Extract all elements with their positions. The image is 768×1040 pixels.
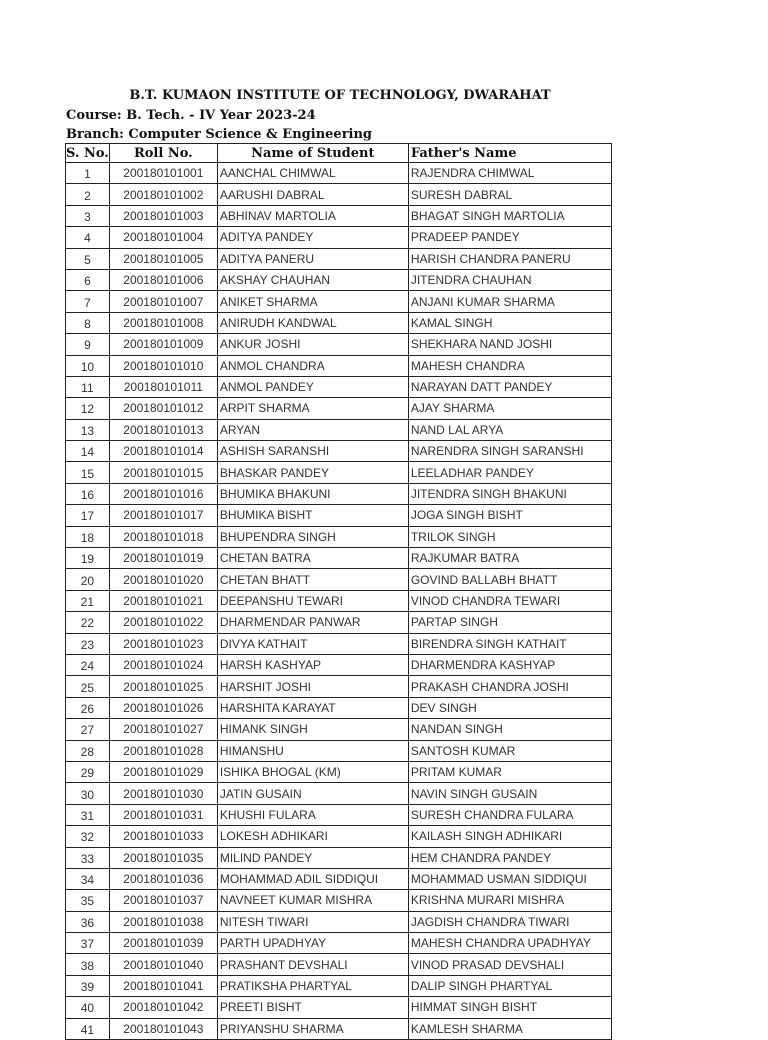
cell-father-name: SHEKHARA NAND JOSHI bbox=[408, 334, 611, 355]
cell-sno: 5 bbox=[66, 248, 110, 269]
cell-sno: 26 bbox=[66, 697, 110, 718]
cell-roll-no: 200180101035 bbox=[109, 847, 217, 868]
table-row bbox=[66, 1018, 612, 1039]
table-row bbox=[66, 248, 612, 269]
cell-roll-no: 200180101017 bbox=[109, 505, 217, 526]
col-header-father-name: Father's Name bbox=[408, 144, 611, 163]
cell-roll-no: 200180101036 bbox=[109, 868, 217, 889]
cell-student-name: CHETAN BHATT bbox=[217, 569, 408, 590]
cell-father-name: SANTOSH KUMAR bbox=[408, 740, 611, 761]
cell-student-name: ANIKET SHARMA bbox=[217, 291, 408, 312]
cell-sno: 4 bbox=[66, 227, 110, 248]
cell-student-name: NITESH TIWARI bbox=[217, 911, 408, 932]
cell-roll-no: 200180101022 bbox=[109, 612, 217, 633]
cell-roll-no: 200180101011 bbox=[109, 376, 217, 397]
cell-sno: 16 bbox=[66, 483, 110, 504]
cell-student-name: LOKESH ADHIKARI bbox=[217, 826, 408, 847]
cell-father-name: SURESH CHANDRA FULARA bbox=[408, 804, 611, 825]
cell-father-name: JITENDRA CHAUHAN bbox=[408, 269, 611, 290]
cell-student-name: PRATIKSHA PHARTYAL bbox=[217, 975, 408, 996]
cell-student-name: BHUPENDRA SINGH bbox=[217, 526, 408, 547]
cell-student-name: PREETI BISHT bbox=[217, 997, 408, 1018]
cell-father-name: VINOD PRASAD DEVSHALI bbox=[408, 954, 611, 975]
cell-sno: 34 bbox=[66, 868, 110, 889]
cell-sno: 23 bbox=[66, 633, 110, 654]
cell-sno: 37 bbox=[66, 933, 110, 954]
cell-student-name: PRASHANT DEVSHALI bbox=[217, 954, 408, 975]
cell-student-name: DHARMENDAR PANWAR bbox=[217, 612, 408, 633]
cell-student-name: AKSHAY CHAUHAN bbox=[217, 269, 408, 290]
cell-father-name: GOVIND BALLABH BHATT bbox=[408, 569, 611, 590]
cell-father-name: MAHESH CHANDRA UPADHYAY bbox=[408, 933, 611, 954]
cell-father-name: KAMAL SINGH bbox=[408, 312, 611, 333]
cell-student-name: ARYAN bbox=[217, 419, 408, 440]
cell-father-name: AJAY SHARMA bbox=[408, 398, 611, 419]
cell-student-name: KHUSHI FULARA bbox=[217, 804, 408, 825]
cell-sno: 1 bbox=[66, 163, 110, 184]
table-row bbox=[66, 163, 612, 184]
cell-roll-no: 200180101020 bbox=[109, 569, 217, 590]
cell-father-name: HIMMAT SINGH BISHT bbox=[408, 997, 611, 1018]
cell-father-name: ANJANI KUMAR SHARMA bbox=[408, 291, 611, 312]
cell-roll-no: 200180101008 bbox=[109, 312, 217, 333]
cell-sno: 18 bbox=[66, 526, 110, 547]
branch-line: Branch: Computer Science & Engineering bbox=[66, 127, 373, 142]
cell-sno: 9 bbox=[66, 334, 110, 355]
cell-father-name: KAILASH SINGH ADHIKARI bbox=[408, 826, 611, 847]
table-row bbox=[66, 376, 612, 397]
table-row bbox=[66, 355, 612, 376]
table-row bbox=[66, 654, 612, 675]
cell-roll-no: 200180101039 bbox=[109, 933, 217, 954]
cell-roll-no: 200180101040 bbox=[109, 954, 217, 975]
cell-father-name: NANDAN SINGH bbox=[408, 719, 611, 740]
table-row bbox=[66, 526, 612, 547]
cell-father-name: VINOD CHANDRA TEWARI bbox=[408, 590, 611, 611]
cell-roll-no: 200180101043 bbox=[109, 1018, 217, 1039]
cell-roll-no: 200180101003 bbox=[109, 205, 217, 226]
cell-sno: 27 bbox=[66, 719, 110, 740]
cell-roll-no: 200180101010 bbox=[109, 355, 217, 376]
cell-roll-no: 200180101029 bbox=[109, 761, 217, 782]
cell-father-name: RAJKUMAR BATRA bbox=[408, 548, 611, 569]
cell-roll-no: 200180101001 bbox=[109, 163, 217, 184]
student-list-table bbox=[65, 143, 612, 1040]
cell-father-name: RAJENDRA CHIMWAL bbox=[408, 163, 611, 184]
institute-title: B.T. KUMAON INSTITUTE OF TECHNOLOGY, DWARAHAT bbox=[129, 88, 551, 103]
cell-roll-no: 200180101016 bbox=[109, 483, 217, 504]
cell-student-name: HIMANK SINGH bbox=[217, 719, 408, 740]
table-row bbox=[66, 462, 612, 483]
cell-roll-no: 200180101041 bbox=[109, 975, 217, 996]
cell-father-name: NAND LAL ARYA bbox=[408, 419, 611, 440]
table-row bbox=[66, 590, 612, 611]
table-row bbox=[66, 334, 612, 355]
cell-sno: 30 bbox=[66, 783, 110, 804]
table-row bbox=[66, 740, 612, 761]
table-row bbox=[66, 697, 612, 718]
cell-roll-no: 200180101026 bbox=[109, 697, 217, 718]
cell-father-name: PARTAP SINGH bbox=[408, 612, 611, 633]
cell-father-name: PRAKASH CHANDRA JOSHI bbox=[408, 676, 611, 697]
cell-roll-no: 200180101027 bbox=[109, 719, 217, 740]
cell-sno: 7 bbox=[66, 291, 110, 312]
cell-sno: 40 bbox=[66, 997, 110, 1018]
cell-roll-no: 200180101025 bbox=[109, 676, 217, 697]
cell-sno: 17 bbox=[66, 505, 110, 526]
cell-roll-no: 200180101013 bbox=[109, 419, 217, 440]
cell-sno: 25 bbox=[66, 676, 110, 697]
cell-father-name: BHAGAT SINGH MARTOLIA bbox=[408, 205, 611, 226]
document-header bbox=[66, 86, 606, 144]
table-row bbox=[66, 761, 612, 782]
cell-sno: 24 bbox=[66, 654, 110, 675]
cell-student-name: ADITYA PANERU bbox=[217, 248, 408, 269]
cell-sno: 15 bbox=[66, 462, 110, 483]
cell-student-name: JATIN GUSAIN bbox=[217, 783, 408, 804]
cell-student-name: NAVNEET KUMAR MISHRA bbox=[217, 890, 408, 911]
cell-father-name: NARAYAN DATT PANDEY bbox=[408, 376, 611, 397]
table-row bbox=[66, 975, 612, 996]
cell-father-name: NARENDRA SINGH SARANSHI bbox=[408, 441, 611, 462]
cell-father-name: TRILOK SINGH bbox=[408, 526, 611, 547]
table-row bbox=[66, 505, 612, 526]
cell-roll-no: 200180101015 bbox=[109, 462, 217, 483]
cell-father-name: SURESH DABRAL bbox=[408, 184, 611, 205]
cell-student-name: ASHISH SARANSHI bbox=[217, 441, 408, 462]
table-row bbox=[66, 312, 612, 333]
cell-roll-no: 200180101014 bbox=[109, 441, 217, 462]
cell-sno: 12 bbox=[66, 398, 110, 419]
cell-sno: 22 bbox=[66, 612, 110, 633]
cell-father-name: PRITAM KUMAR bbox=[408, 761, 611, 782]
cell-sno: 11 bbox=[66, 376, 110, 397]
cell-roll-no: 200180101038 bbox=[109, 911, 217, 932]
cell-sno: 13 bbox=[66, 419, 110, 440]
cell-student-name: BHUMIKA BHAKUNI bbox=[217, 483, 408, 504]
table-row bbox=[66, 548, 612, 569]
cell-roll-no: 200180101004 bbox=[109, 227, 217, 248]
table-row bbox=[66, 269, 612, 290]
table-row bbox=[66, 826, 612, 847]
table-row bbox=[66, 398, 612, 419]
table-row bbox=[66, 633, 612, 654]
table-row bbox=[66, 847, 612, 868]
cell-roll-no: 200180101007 bbox=[109, 291, 217, 312]
table-row bbox=[66, 205, 612, 226]
cell-sno: 21 bbox=[66, 590, 110, 611]
cell-roll-no: 200180101028 bbox=[109, 740, 217, 761]
cell-student-name: PRIYANSHU SHARMA bbox=[217, 1018, 408, 1039]
cell-father-name: JITENDRA SINGH BHAKUNI bbox=[408, 483, 611, 504]
cell-father-name: DEV SINGH bbox=[408, 697, 611, 718]
cell-roll-no: 200180101005 bbox=[109, 248, 217, 269]
cell-student-name: BHUMIKA BISHT bbox=[217, 505, 408, 526]
cell-student-name: AANCHAL CHIMWAL bbox=[217, 163, 408, 184]
course-line: Course: B. Tech. - IV Year 2023-24 bbox=[66, 108, 316, 123]
table-row bbox=[66, 997, 612, 1018]
col-header-sno: S. No. bbox=[66, 145, 109, 161]
cell-father-name: NAVIN SINGH GUSAIN bbox=[408, 783, 611, 804]
table-row bbox=[66, 184, 612, 205]
cell-father-name: JOGA SINGH BISHT bbox=[408, 505, 611, 526]
cell-father-name: PRADEEP PANDEY bbox=[408, 227, 611, 248]
cell-sno: 39 bbox=[66, 975, 110, 996]
table-row bbox=[66, 804, 612, 825]
cell-father-name: HEM CHANDRA PANDEY bbox=[408, 847, 611, 868]
cell-sno: 14 bbox=[66, 441, 110, 462]
cell-roll-no: 200180101018 bbox=[109, 526, 217, 547]
cell-roll-no: 200180101042 bbox=[109, 997, 217, 1018]
cell-student-name: ANMOL PANDEY bbox=[217, 376, 408, 397]
cell-student-name: ANIRUDH KANDWAL bbox=[217, 312, 408, 333]
cell-student-name: HARSH KASHYAP bbox=[217, 654, 408, 675]
table-body bbox=[66, 163, 612, 1040]
cell-father-name: KAMLESH SHARMA bbox=[408, 1018, 611, 1039]
cell-student-name: BHASKAR PANDEY bbox=[217, 462, 408, 483]
cell-student-name: ARPIT SHARMA bbox=[217, 398, 408, 419]
cell-sno: 38 bbox=[66, 954, 110, 975]
cell-student-name: ABHINAV MARTOLIA bbox=[217, 205, 408, 226]
cell-student-name: HIMANSHU bbox=[217, 740, 408, 761]
cell-father-name: KRISHNA MURARI MISHRA bbox=[408, 890, 611, 911]
cell-roll-no: 200180101037 bbox=[109, 890, 217, 911]
cell-roll-no: 200180101033 bbox=[109, 826, 217, 847]
table-row bbox=[66, 719, 612, 740]
cell-student-name: MOHAMMAD ADIL SIDDIQUI bbox=[217, 868, 408, 889]
cell-father-name: DALIP SINGH PHARTYAL bbox=[408, 975, 611, 996]
cell-student-name: DEEPANSHU TEWARI bbox=[217, 590, 408, 611]
table-row bbox=[66, 227, 612, 248]
cell-sno: 6 bbox=[66, 269, 110, 290]
table-row bbox=[66, 612, 612, 633]
table-row bbox=[66, 676, 612, 697]
cell-roll-no: 200180101012 bbox=[109, 398, 217, 419]
cell-roll-no: 200180101031 bbox=[109, 804, 217, 825]
cell-father-name: JAGDISH CHANDRA TIWARI bbox=[408, 911, 611, 932]
cell-student-name: ISHIKA BHOGAL (KM) bbox=[217, 761, 408, 782]
cell-sno: 8 bbox=[66, 312, 110, 333]
cell-sno: 31 bbox=[66, 804, 110, 825]
table-row bbox=[66, 483, 612, 504]
cell-father-name: MOHAMMAD USMAN SIDDIQUI bbox=[408, 868, 611, 889]
table-row bbox=[66, 933, 612, 954]
cell-student-name: CHETAN BATRA bbox=[217, 548, 408, 569]
cell-sno: 35 bbox=[66, 890, 110, 911]
cell-sno: 20 bbox=[66, 569, 110, 590]
cell-sno: 29 bbox=[66, 761, 110, 782]
cell-student-name: HARSHITA KARAYAT bbox=[217, 697, 408, 718]
cell-roll-no: 200180101021 bbox=[109, 590, 217, 611]
cell-father-name: HARISH CHANDRA PANERU bbox=[408, 248, 611, 269]
cell-sno: 41 bbox=[66, 1018, 110, 1039]
cell-roll-no: 200180101019 bbox=[109, 548, 217, 569]
cell-roll-no: 200180101002 bbox=[109, 184, 217, 205]
table-row bbox=[66, 868, 612, 889]
cell-roll-no: 200180101030 bbox=[109, 783, 217, 804]
cell-sno: 19 bbox=[66, 548, 110, 569]
cell-student-name: ADITYA PANDEY bbox=[217, 227, 408, 248]
cell-sno: 28 bbox=[66, 740, 110, 761]
cell-roll-no: 200180101006 bbox=[109, 269, 217, 290]
cell-sno: 33 bbox=[66, 847, 110, 868]
cell-roll-no: 200180101024 bbox=[109, 654, 217, 675]
cell-student-name: HARSHIT JOSHI bbox=[217, 676, 408, 697]
table-row bbox=[66, 783, 612, 804]
cell-student-name: MILIND PANDEY bbox=[217, 847, 408, 868]
table-row bbox=[66, 569, 612, 590]
table-row bbox=[66, 291, 612, 312]
cell-sno: 32 bbox=[66, 826, 110, 847]
cell-father-name: DHARMENDRA KASHYAP bbox=[408, 654, 611, 675]
cell-sno: 2 bbox=[66, 184, 110, 205]
cell-sno: 3 bbox=[66, 205, 110, 226]
table-header-row bbox=[66, 144, 612, 163]
col-header-student-name: Name of Student bbox=[217, 144, 408, 163]
cell-father-name: BIRENDRA SINGH KATHAIT bbox=[408, 633, 611, 654]
cell-sno: 10 bbox=[66, 355, 110, 376]
table-row bbox=[66, 419, 612, 440]
table-row bbox=[66, 911, 612, 932]
table-row bbox=[66, 954, 612, 975]
cell-student-name: DIVYA KATHAIT bbox=[217, 633, 408, 654]
cell-student-name: ANKUR JOSHI bbox=[217, 334, 408, 355]
cell-roll-no: 200180101023 bbox=[109, 633, 217, 654]
cell-father-name: LEELADHAR PANDEY bbox=[408, 462, 611, 483]
cell-father-name: MAHESH CHANDRA bbox=[408, 355, 611, 376]
cell-sno: 36 bbox=[66, 911, 110, 932]
cell-roll-no: 200180101009 bbox=[109, 334, 217, 355]
cell-student-name: ANMOL CHANDRA bbox=[217, 355, 408, 376]
cell-student-name: AARUSHI DABRAL bbox=[217, 184, 408, 205]
col-header-roll-no: Roll No. bbox=[109, 144, 217, 163]
cell-student-name: PARTH UPADHYAY bbox=[217, 933, 408, 954]
table-row bbox=[66, 890, 612, 911]
table-row bbox=[66, 441, 612, 462]
